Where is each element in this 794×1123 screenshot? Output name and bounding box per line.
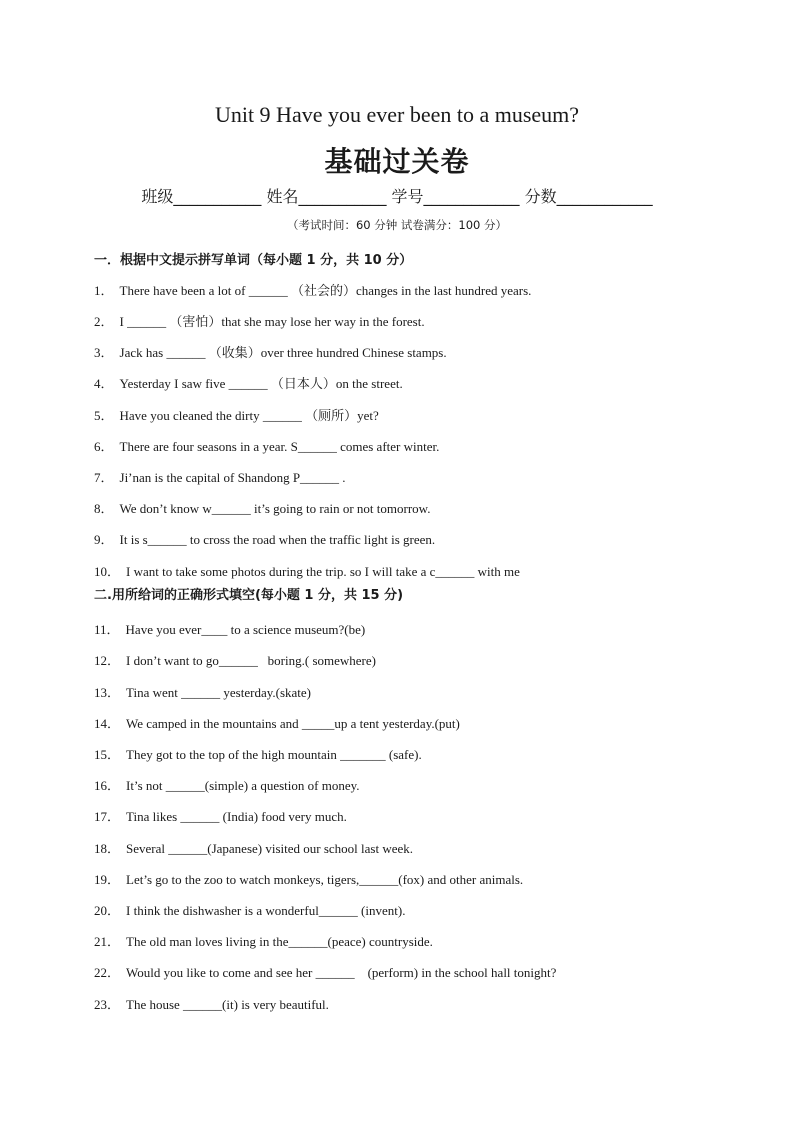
question-number: 7． — [94, 470, 114, 485]
question-text: It’s not ______(simple) a question of money. — [126, 778, 360, 793]
question-number: 13． — [94, 685, 121, 700]
section-1-heading: 一．根据中文提示拼写单词（每小题 1 分，共 10 分） — [94, 253, 413, 268]
question-text: It is s______ to cross the road when the traffic light is green. — [119, 532, 436, 547]
question-item — [94, 994, 329, 1013]
question-item — [94, 436, 439, 455]
question-item — [94, 713, 460, 732]
question-number: 12． — [94, 653, 121, 668]
question-item — [94, 900, 405, 919]
question-number: 16． — [94, 778, 121, 793]
question-item — [94, 498, 430, 517]
question-number: 14． — [94, 716, 121, 731]
exam-meta: （考试时间：60 分钟 试卷满分：100 分） — [286, 218, 508, 232]
question-text: We don’t know w______ it’s going to rain or not tomorrow. — [119, 501, 431, 516]
question-number: 2． — [94, 314, 114, 329]
question-number: 5． — [94, 408, 114, 423]
question-text: The old man loves living in the______(peace) countryside. — [126, 934, 433, 949]
question-text: They got to the top of the high mountain _______ (safe). — [126, 747, 422, 762]
question-text: There are four seasons in a year. S______ comes after winter. — [119, 439, 440, 454]
question-number: 11． — [94, 622, 120, 637]
page-title: Unit 9 Have you ever been to a museum? — [214, 102, 580, 127]
question-item — [94, 838, 413, 857]
question-text: Yesterday I saw five ______ （日本人）on the street. — [119, 376, 403, 391]
question-text: I don’t want to go______ boring.( somewhere) — [126, 653, 376, 668]
question-item — [94, 467, 346, 486]
question-number: 23． — [94, 997, 121, 1012]
question-item — [94, 311, 425, 330]
question-number: 21． — [94, 934, 121, 949]
question-item — [94, 342, 447, 361]
question-text: Jack has ______ （收集）over three hundred Chinese stamps. — [119, 345, 447, 360]
question-item — [94, 775, 360, 794]
question-item — [94, 405, 379, 424]
student-info-line: 班级___________ 姓名___________ 学号____________ 分数____________ — [141, 187, 653, 206]
question-text: Would you like to come and see her ______ (perform) in the school hall tonight? — [126, 965, 557, 980]
question-text: We camped in the mountains and _____up a tent yesterday.(put) — [126, 716, 460, 731]
question-number: 8． — [94, 501, 114, 516]
question-text: Ji’nan is the capital of Shandong P______ . — [119, 470, 346, 485]
question-item — [94, 682, 311, 701]
question-text: The house ______(it) is very beautiful. — [126, 997, 329, 1012]
question-text: Let’s go to the zoo to watch monkeys, tigers,______(fox) and other animals. — [126, 872, 524, 887]
question-item — [94, 373, 403, 392]
question-item — [94, 561, 520, 580]
question-item — [94, 744, 422, 763]
question-item — [94, 280, 531, 299]
question-item — [94, 962, 556, 981]
question-item — [94, 619, 365, 638]
page-subtitle: 基础过关卷 — [324, 145, 470, 178]
question-text: Have you cleaned the dirty ______ （厕所）yet? — [119, 408, 379, 423]
question-number: 18． — [94, 841, 121, 856]
question-number: 10． — [94, 564, 121, 579]
question-text: I want to take some photos during the trip. so I will take a c______ with me — [126, 564, 520, 579]
question-number: 3． — [94, 345, 114, 360]
question-number: 4． — [94, 376, 114, 391]
question-number: 22． — [94, 965, 121, 980]
question-item — [94, 806, 347, 825]
question-item — [94, 869, 523, 888]
question-number: 6． — [94, 439, 114, 454]
question-text: Several ______(Japanese) visited our school last week. — [126, 841, 414, 856]
section-2-heading: 二.用所给词的正确形式填空(每小题 1 分，共 15 分) — [94, 588, 404, 603]
question-number: 9． — [94, 532, 114, 547]
question-item — [94, 650, 376, 669]
question-text: There have been a lot of ______ （社会的）changes in the last hundred years. — [119, 283, 532, 298]
question-number: 17． — [94, 809, 121, 824]
question-text: Tina went ______ yesterday.(skate) — [126, 685, 311, 700]
question-item — [94, 529, 435, 548]
question-number: 20． — [94, 903, 121, 918]
question-text: Tina likes ______ (India) food very much. — [126, 809, 347, 824]
question-text: Have you ever____ to a science museum?(be) — [125, 622, 366, 637]
question-text: I think the dishwasher is a wonderful______ (invent). — [126, 903, 406, 918]
question-number: 1． — [94, 283, 114, 298]
question-text: I ______ （害怕）that she may lose her way in the forest. — [119, 314, 425, 329]
question-item — [94, 931, 433, 950]
question-number: 15． — [94, 747, 121, 762]
question-number: 19． — [94, 872, 121, 887]
